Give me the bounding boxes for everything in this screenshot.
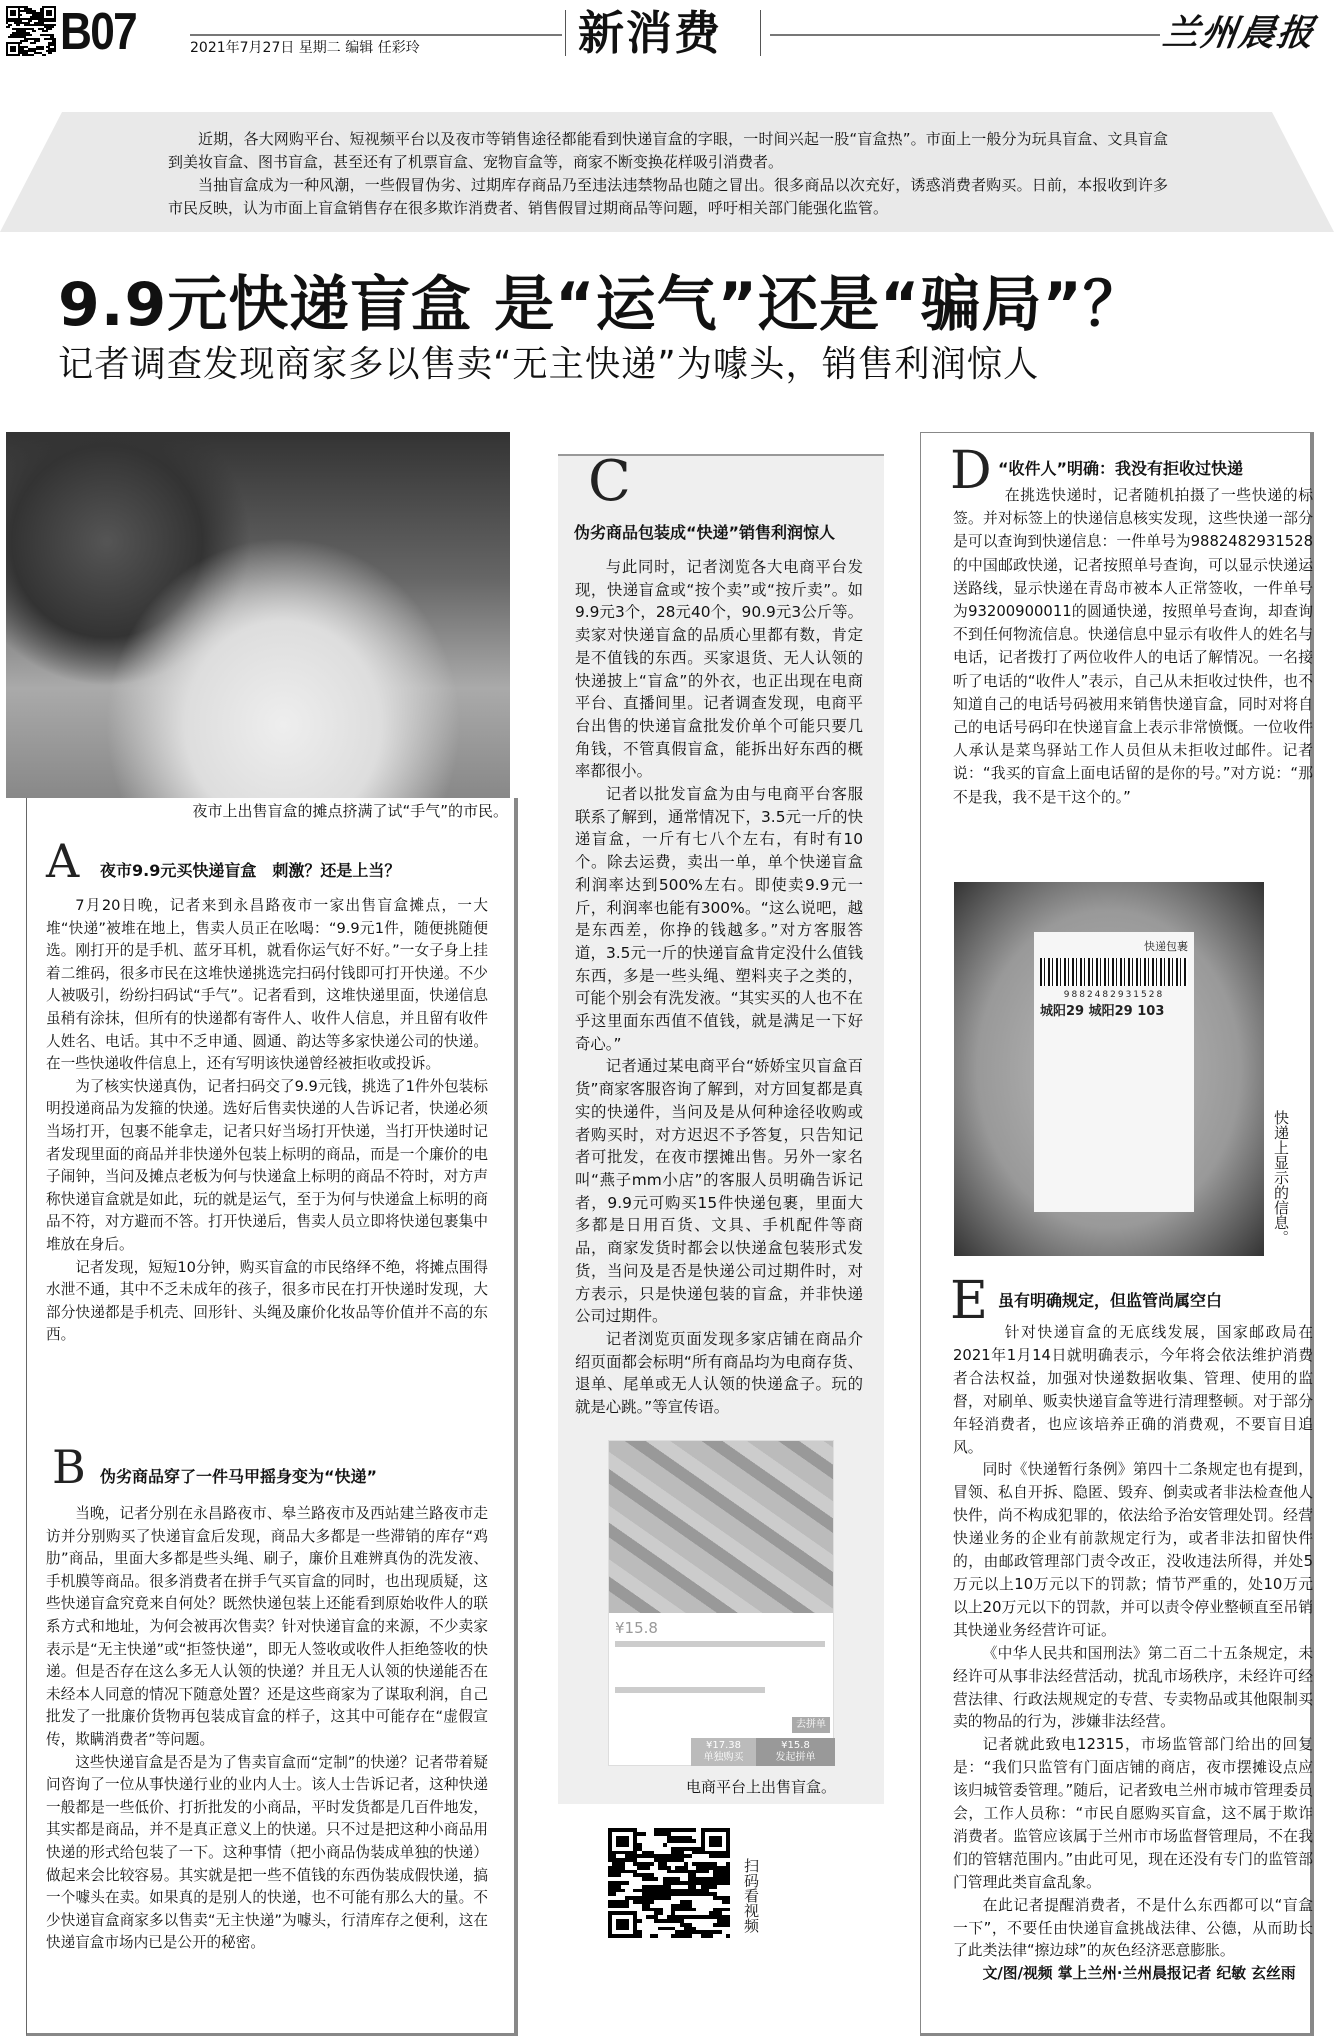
photo-caption: 电商平台上出售盲盒。 bbox=[685, 1778, 836, 1796]
section-b-title: 伪劣商品穿了一件马甲摇身变为“快递” bbox=[100, 1467, 378, 1486]
section-e-title: 虽有明确规定，但监管尚属空白 bbox=[998, 1291, 1223, 1310]
qr-module bbox=[54, 54, 56, 56]
paragraph: 记者就此致电12315，市场监管部门给出的回复是：“我们只监管有门面店铺的商店，夜市摆摊设点应该归城管委管理。”随后，记者致电兰州市城市管理委员会，工作人员称：“市民自愿购买盲盒，这不属于欺诈消费者。监管应该属于兰州市市场监督管理局，不在我们的管辖范围内。”由此可见，现在还没有专门的监管部门管理此类盲盒乱象。 bbox=[953, 1736, 1313, 1891]
parcel-label-photo bbox=[954, 882, 1264, 1256]
group-buy-button bbox=[756, 1738, 835, 1766]
issue-meta: 2021年7月27日 星期二 编辑 任彩玲 bbox=[190, 40, 420, 56]
headline: 9.9元快递盲盒 是“运气”还是“骗局”？ bbox=[58, 270, 1144, 340]
section-letter-d: D bbox=[950, 441, 992, 501]
paragraph: 针对快递盲盒的无底线发展，国家邮政局在2021年1月14日就明确表示，今年将会依法维护消费者合法权益，加强对快递数据收集、管理、使用的监督，对刷单、贩卖快递盲盒等进行清理整顿。对于部分年轻消费者，也应该培养正确的消费观，不要盲目追风。 bbox=[953, 1324, 1313, 1456]
price: ¥15.8 bbox=[615, 1619, 658, 1637]
divider bbox=[760, 10, 761, 56]
newspaper-logo: 兰州晨报 bbox=[1160, 12, 1318, 54]
paragraph: 记者通过某电商平台“娇娇宝贝盲盒百货”商家客服咨询了解到，对方回复都是真实的快递件，当问及是从何种途径收购或者购买时，对方迟迟不予答复，只告知记者可批发，在夜市摆摊出售。另外一家名叫“燕子mm小店”的客服人员明确告诉记者，9.9元可购买15件快递包裹，里面大多都是日用百货、文具、手机配件等商品，商家发货时都会以快递盒包装形式发货，当问及是否是快递公司过期件时，对方表示，只是快递包装的盲盒，并非快递公司过期件。 bbox=[575, 1057, 863, 1326]
section-d-title: “收件人”明确：我没有拒收过快递 bbox=[998, 459, 1244, 478]
route-code: 城阳29 城阳29 103 bbox=[1040, 1004, 1165, 1019]
product-title-blur bbox=[615, 1641, 825, 1647]
section-e-body bbox=[953, 1322, 1313, 1986]
paragraph: 为了核实快递真伪，记者扫码交了9.9元钱，挑选了1件外包装标明投递商品为发箍的快递。选好后售卖快递的人告诉记者，快递必须当场打开，包裹不能拿走，记者只好当场打开快递，当打开快递时记者发现里面的商品并非快递外包装上标明的商品，而是一个廉价的电子闹钟，当问及摊点老板为何与快递盒上标明的商品不符时，对方声称快递盲盒就是如此，玩的就是运气，至于为何与快递盒上标明的商品不符，对方避而不答。打开快递后，售卖人员立即将快递包裹集中堆放在身后。 bbox=[46, 1077, 488, 1253]
solo-label: 单独购买 bbox=[703, 1752, 744, 1763]
solo-price: ¥17.38 bbox=[706, 1740, 741, 1751]
qr-code-header bbox=[6, 6, 56, 56]
label-type: 快递包裹 bbox=[1144, 940, 1188, 953]
group-buy-blur bbox=[615, 1687, 765, 1693]
qr-label: 扫码看视频 bbox=[742, 1858, 760, 1933]
parcel-pile-image bbox=[609, 1441, 833, 1613]
header-rule bbox=[190, 34, 562, 36]
section-c-body bbox=[575, 556, 863, 1419]
section-c-title: 伪劣商品包装成“快递”销售利润惊人 bbox=[574, 523, 836, 542]
video-qr-code[interactable] bbox=[608, 1828, 730, 1938]
shipping-label bbox=[1034, 932, 1194, 1212]
group-price: ¥15.8 bbox=[781, 1740, 810, 1751]
page-number: B07 bbox=[60, 3, 136, 61]
night-market-photo bbox=[6, 432, 510, 798]
section-d-body bbox=[953, 484, 1313, 809]
section-letter-c: C bbox=[588, 449, 631, 514]
intro-paragraph: 当抽盲盒成为一种风潮，一些假冒伪劣、过期库存商品乃至违法违禁物品也随之冒出。很多商品以次充好，诱惑消费者购买。日前，本报收到许多市民反映，认为市面上盲盒销售存在很多欺诈消费者、销售假冒过期商品等问题，呼吁相关部门能强化监管。 bbox=[168, 176, 1168, 217]
barcode bbox=[1040, 958, 1188, 986]
header-rule bbox=[770, 34, 1160, 36]
intro-paragraph: 近期，各大网购平台、短视频平台以及夜市等销售途径都能看到快递盲盒的字眼，一时间兴起一股“盲盒热”。市面上一般分为玩具盲盒、文具盲盒到美妆盲盒、图书盲盒，甚至还有了机票盲盒、宠物盲盒等，商家不断变换花样吸引消费者。 bbox=[168, 130, 1168, 171]
paragraph: 同时《快递暂行条例》第四十二条规定也有提到，冒领、私自开拆、隐匿、毁弃、倒卖或者非法检查他人快件，尚不构成犯罪的，依法给予治安管理处罚。经营快递业务的企业有前款规定行为，或者非法扣留快件的，由邮政管理部门责令改正，没收违法所得，并处5万元以上10万元以下的罚款；情节严重的，处10万元以上20万元以下的罚款，并可以责令停业整顿直至吊销其快递业务经营许可证。 bbox=[953, 1461, 1313, 1639]
divider bbox=[565, 10, 566, 56]
section-title: 新消费 bbox=[578, 6, 722, 60]
section-b-body bbox=[46, 1503, 488, 1955]
section-a-title: 夜市9.9元买快递盲盒 刺激？还是上当？ bbox=[100, 861, 401, 880]
paragraph: 与此同时，记者浏览各大电商平台发现，快递盲盒或“按个卖”或“按斤卖”。如9.9元3个，28元40个，90.9元3公斤等。卖家对快递盲盒的品质心里都有数，肯定是不值钱的东西。买家退货、无人认领的快递披上“盲盒”的外衣，也正出现在电商平台、直播间里。记者调查发现，电商平台出售的快递盲盒批发价单个可能只要几角钱，不管真假盲盒，能拆出好东西的概率都很小。 bbox=[575, 558, 863, 781]
photo-caption: 夜市上出售盲盒的摊点挤满了试“手气”的市民。 bbox=[192, 802, 508, 820]
section-letter-b: B bbox=[52, 1440, 86, 1494]
paragraph: 记者发现，短短10分钟，购买盲盒的市民络绎不绝，将摊点围得水泄不通，其中不乏未成年的孩子，很多市民在打开快递时发现，大部分快递都是手机壳、回形针、头绳及廉价化妆品等价值并不高的东西。 bbox=[46, 1258, 488, 1344]
paragraph: 7月20日晚，记者来到永昌路夜市一家出售盲盒摊点，一大堆“快递”被堆在地上，售卖人员正在吆喝：“9.9元1件，随便挑随便选。刚打开的是手机、蓝牙耳机，就看你运气好不好。”一女子身上挂着二维码，很多市民在这堆快递挑选完扫码付钱即可打开快递。不少人被吸引，纷纷扫码试“手气”。记者看到，这堆快递里面，快递信息虽稍有涂抹，但所有的快递都有寄件人、收件人信息，并且留有收件人姓名、电话。其中不乏申通、圆通、韵达等多家快递公司的快递。在一些快递收件信息上，还有写明该快递曾经被拒收或投诉。 bbox=[46, 897, 488, 1073]
paragraph: 记者浏览页面发现多家店铺在商品介绍页面都会标明“所有商品均为电商存货、退单、尾单或无人认领的快递盒子。玩的就是心跳。”等宣传语。 bbox=[575, 1329, 863, 1417]
paragraph: 当晚，记者分别在永昌路夜市、皋兰路夜市及西站建兰路夜市走访并分别购买了快递盲盒后发现，商品大多都是一些滞销的库存“鸡肋”商品，里面大多都是些头绳、刷子，廉价且难辨真伪的洗发液、手机膜等商品。很多消费者在拼手气买盲盒的同时，也出现质疑，这些快递盲盒究竟来自何处？既然快递包装上还能看到原始收件人的联系方式和地址，为何会被再次售卖？针对快递盲盒的来源，不少卖家表示是“无主快递”或“拒签快递”，即无人签收或收件人拒绝签收的快递。但是否存在这么多无人认领的快递？并且无人认领的快递能否在未经本人同意的情况下随意处置？还是这些商家为了谋取利润，自己批发了一批廉价货物再包装成盲盒的样子，这其中可能存在“虚假宣传，欺瞒消费者”等问题。 bbox=[46, 1505, 488, 1748]
section-a-body bbox=[46, 895, 488, 1347]
subheadline: 记者调查发现商家多以售卖“无主快递”为噱头，销售利润惊人 bbox=[58, 344, 1040, 385]
paragraph: 记者以批发盲盒为由与电商平台客服联系了解到，通常情况下，3.5元一斤的快递盲盒，一斤有七八个左右，有时有10个。除去运费，卖出一单，单个快递盲盒利润率达到500%左右。即使卖9.9元一斤，利润率也能有300%。“这么说吧，越是东西差，你挣的钱越多。”对方客服答道，3.5元一斤的快递盲盒肯定没什么值钱东西，多是一些头绳、塑料夹子之类的，可能个别会有洗发液。“其实买的人也不在乎这里面东西值不值钱，就是满足一下好奇心。” bbox=[575, 785, 863, 1053]
photo-caption: 快递上显示的信息。 bbox=[1272, 1110, 1290, 1245]
barcode-number: 9882482931528 bbox=[1063, 990, 1165, 1000]
join-group-button: 去拼单 bbox=[792, 1717, 830, 1733]
intro-lead bbox=[168, 128, 1168, 220]
ecommerce-screenshot bbox=[608, 1440, 834, 1766]
paragraph: 在挑选快递时，记者随机拍摄了一些快递的标签。并对标签上的快递信息核实发现，这些快递一部分是可以查询到快递信息：一件单号为9882482931528的中国邮政快递，记者按照单号查询，可以显示快递运送路线，显示快递在青岛市被本人正常签收，一件单号为93200900011的圆通快递，按照单号查询，却查询不到任何物流信息。快递信息中显示有收件人的姓名与电话，记者拨打了两位收件人的电话了解情况。一名接听了电话的“收件人”表示，自己从未拒收过快件，也不知道自己的电话号码被用来销售快递盲盒，同时对将自己的电话号码印在快递盲盒上表示非常愤慨。一位收件人承认是菜鸟驿站工作人员但从未拒收过邮件。记者说：“我买的盲盒上面电话留的是你的号。”对方说：“那不是我，我不是干这个的。” bbox=[953, 487, 1313, 806]
section-letter-e: E bbox=[950, 1271, 988, 1331]
group-label: 发起拼单 bbox=[775, 1752, 816, 1763]
qr-module bbox=[726, 1934, 730, 1938]
solo-buy-button bbox=[691, 1738, 756, 1766]
paragraph: 这些快递盲盒是否是为了售卖盲盒而“定制”的快递？记者带着疑问咨询了一位从事快递行业的业内人士。该人士告诉记者，这种快递一般都是一些低价、打折批发的小商品，平时发货都是几百件地发，其实都是商品，并不是真正意义上的快递。只不过是把这种小商品用快递的形式给包装了一下。这种事情（把小商品伪装成单独的快递）做起来会比较容易。其实就是把一些不值钱的东西伪装成假快递，搞一个噱头在卖。如果真的是别人的快递，也不可能有那么大的量。不少快递盲盒商家多以售卖“无主快递”为噱头，行清库存之便利，这在快递盲盒市场内已是公开的秘密。 bbox=[46, 1753, 488, 1952]
byline: 文/图/视频 掌上兰州·兰州晨报记者 纪敏 玄丝雨 bbox=[982, 1965, 1296, 1983]
paragraph: 在此记者提醒消费者，不是什么东西都可以“盲盒一下”，不要任由快递盲盒挑战法律、公德，从而助长了此类法律“擦边球”的灰色经济恶意膨胀。 bbox=[953, 1896, 1313, 1960]
section-letter-a: A bbox=[46, 834, 80, 888]
paragraph: 《中华人民共和国刑法》第二百二十五条规定，未经许可从事非法经营活动，扰乱市场秩序，未经许可经营法律、行政法规规定的专营、专卖物品或其他限制买卖的物品的行为，涉嫌非法经营。 bbox=[953, 1644, 1313, 1731]
